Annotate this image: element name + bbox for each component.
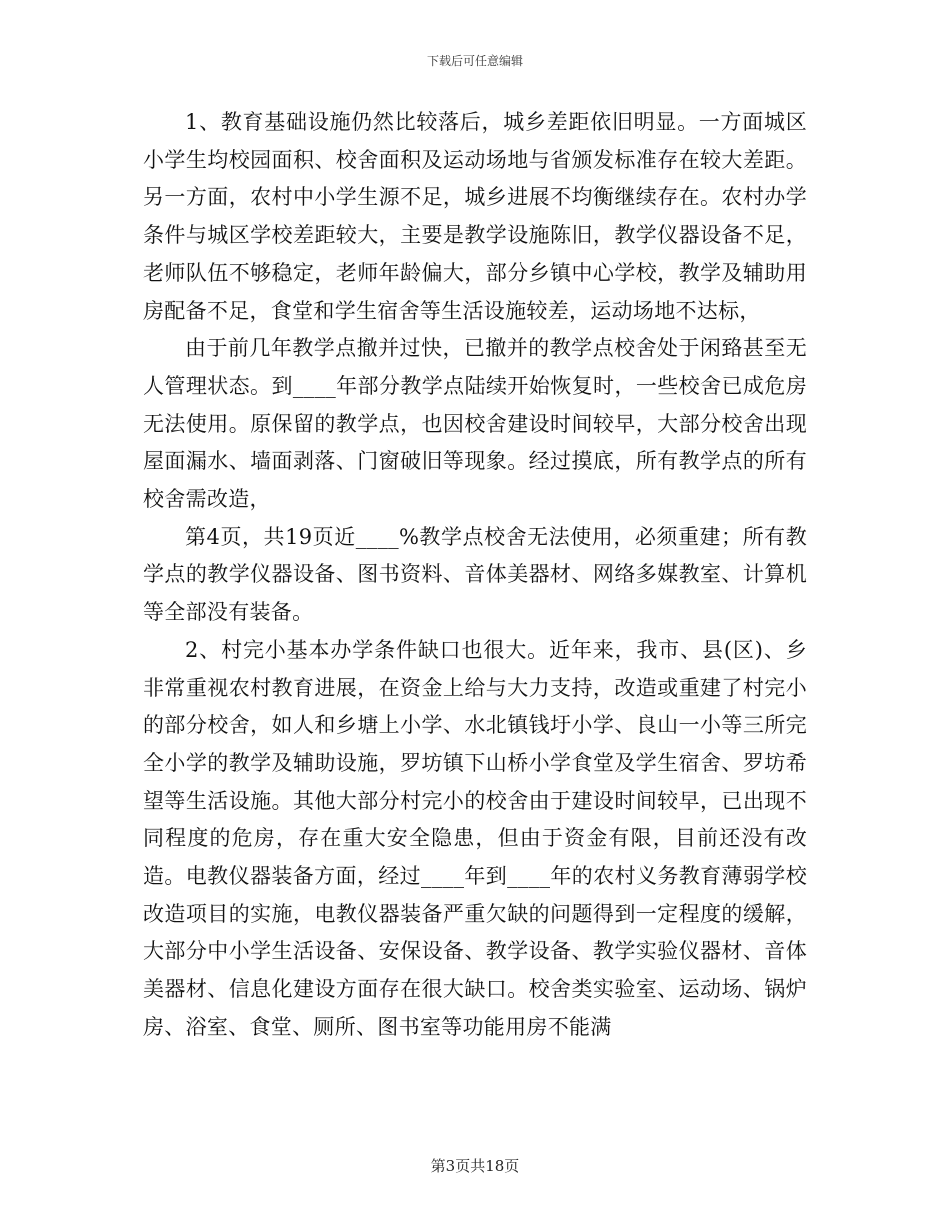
paragraph-rebuild: 第4页，共19页近____%教学点校舍无法使用，必须重建；所有教学点的教学仪器设备、图书资料、音体美器材、网络多媒教室、计算机等全部没有装备。 xyxy=(143,524,807,625)
paragraph-teaching-points: 由于前几年教学点撤并过快，已撤并的教学点校舍处于闲臵甚至无人管理状态。到____年部分教学点陆续开始恢复时，一些校舍已成危房无法使用。原保留的教学点，也因校舍建设时间较早，大部分校舍出现屋面漏水、墙面剥落、门窗破旧等现象。经过摸底，所有教学点的所有校舍需改造， xyxy=(143,336,807,512)
paragraph-infrastructure: 1、教育基础设施仍然比较落后，城乡差距依旧明显。一方面城区小学生均校园面积、校舍面积及运动场地与省颁发标准存在较大差距。另一方面，农村中小学生源不足，城乡进展不均衡继续存在。农村办学条件与城区学校差距较大，主要是教学设施陈旧，教学仪器设备不足，老师队伍不够稳定，老师年龄偏大，部分乡镇中心学校，教学及辅助用房配备不足，食堂和学生宿舍等生活设施较差，运动场地不达标， xyxy=(143,110,807,323)
document-body xyxy=(143,104,807,1047)
page-header: 下载后可任意编辑 xyxy=(426,54,523,68)
paragraph-village-schools: 2、村完小基本办学条件缺口也很大。近年来，我市、县(区)、乡非常重视农村教育进展，在资金上给与大力支持，改造或重建了村完小的部分校舍，如人和乡塘上小学、水北镇钱圩小学、良山一小等三所完全小学的教学及辅助设施，罗坊镇下山桥小学食堂及学生宿舍、罗坊希望等生活设施。其他大部分村完小的校舍由于建设时间较早，已出现不同程度的危房，存在重大安全隐患，但由于资金有限，目前还没有改造。电教仪器装备方面，经过____年到____年的农村义务教育薄弱学校改造项目的实施，电教仪器装备严重欠缺的问题得到一定程度的缓解，大部分中小学生活设备、安保设备、教学设备、教学实验仪器材、音体美器材、信息化建设方面存在很大缺口。校舍类实验室、运动场、锅炉房、浴室、食堂、厕所、图书室等功能用房不能满 xyxy=(143,637,807,1039)
page-footer: 第3页共18页 xyxy=(430,1157,520,1175)
